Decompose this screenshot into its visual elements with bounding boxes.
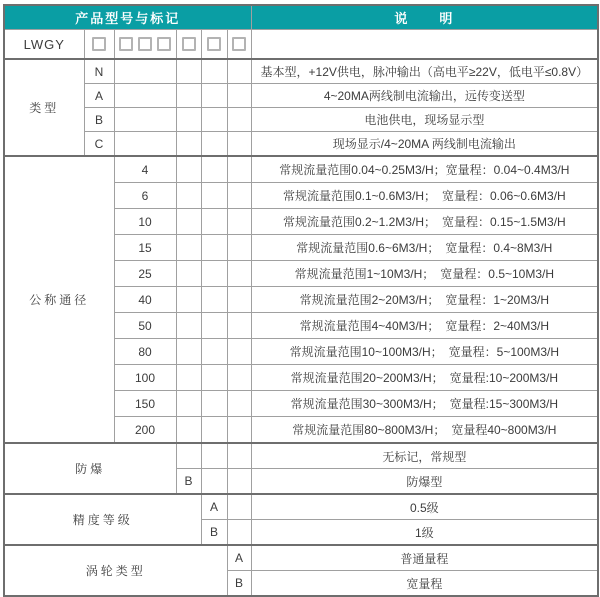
accuracy-desc-cell: 0.5级 <box>251 494 598 520</box>
explosionproof-desc-cell: 无标记，常规型 <box>251 443 598 469</box>
empty-cell <box>201 339 227 365</box>
empty-cell <box>227 59 251 84</box>
placeholder-box-icon <box>182 37 196 51</box>
turbine-section-label: 涡轮类型 <box>4 545 227 596</box>
empty-cell <box>227 261 251 287</box>
empty-cell <box>176 183 201 209</box>
explosionproof-row <box>4 443 598 469</box>
diameter-desc-cell: 常规流量范围10~100M3/H； 宽量程：5~100M3/H <box>251 339 598 365</box>
header-description-column: 说 明 <box>251 5 598 30</box>
diameter-code-cell: 200 <box>114 417 176 444</box>
empty-cell <box>114 59 176 84</box>
model-desc-cell <box>251 30 598 60</box>
empty-cell <box>201 84 227 108</box>
empty-cell <box>201 365 227 391</box>
empty-cell <box>201 209 227 235</box>
empty-cell <box>201 132 227 157</box>
turbine-row <box>4 545 598 571</box>
empty-cell <box>176 156 201 183</box>
empty-cell <box>201 235 227 261</box>
empty-cell <box>227 209 251 235</box>
empty-cell <box>227 494 251 520</box>
diameter-desc-cell: 常规流量范围0.2~1.2M3/H； 宽量程：0.15~1.5M3/H <box>251 209 598 235</box>
empty-cell <box>227 156 251 183</box>
explosionproof-section-label: 防爆 <box>4 443 176 494</box>
turbine-code-cell: B <box>227 571 251 597</box>
model-diameter-box-cell <box>114 30 176 60</box>
empty-cell <box>227 84 251 108</box>
empty-cell <box>176 108 201 132</box>
empty-cell <box>227 469 251 495</box>
empty-cell <box>227 417 251 444</box>
empty-cell <box>176 365 201 391</box>
empty-cell <box>176 59 201 84</box>
empty-cell <box>176 339 201 365</box>
table-header-row <box>4 5 598 30</box>
placeholder-box-icon <box>119 37 133 51</box>
explosionproof-code-cell <box>176 443 201 469</box>
header-model-column: 产品型号与标记 <box>4 5 251 30</box>
type-row <box>4 59 598 84</box>
diameter-desc-cell: 常规流量范围4~40M3/H； 宽量程：2~40M3/H <box>251 313 598 339</box>
empty-cell <box>201 156 227 183</box>
empty-cell <box>176 391 201 417</box>
diameter-code-cell: 4 <box>114 156 176 183</box>
empty-cell <box>227 132 251 157</box>
type-row <box>4 108 598 132</box>
accuracy-section-label: 精度等级 <box>4 494 201 545</box>
accuracy-desc-cell: 1级 <box>251 520 598 546</box>
diameter-code-cell: 100 <box>114 365 176 391</box>
accuracy-code-cell: B <box>201 520 227 546</box>
diameter-code-cell: 40 <box>114 287 176 313</box>
diameter-desc-cell: 常规流量范围30~300M3/H； 宽量程:15~300M3/H <box>251 391 598 417</box>
empty-cell <box>176 261 201 287</box>
empty-cell <box>176 417 201 444</box>
model-turbine-box-cell <box>227 30 251 60</box>
empty-cell <box>176 132 201 157</box>
empty-cell <box>201 313 227 339</box>
empty-cell <box>227 339 251 365</box>
diameter-code-cell: 15 <box>114 235 176 261</box>
type-desc-cell: 电池供电，现场显示型 <box>251 108 598 132</box>
empty-cell <box>227 287 251 313</box>
type-code-cell: B <box>84 108 114 132</box>
type-code-cell: C <box>84 132 114 157</box>
empty-cell <box>227 313 251 339</box>
diameter-code-cell: 25 <box>114 261 176 287</box>
placeholder-box-icon <box>207 37 221 51</box>
placeholder-box-icon <box>138 37 152 51</box>
empty-cell <box>201 469 227 495</box>
diameter-desc-cell: 常规流量范围1~10M3/H； 宽量程：0.5~10M3/H <box>251 261 598 287</box>
empty-cell <box>176 313 201 339</box>
empty-cell <box>227 365 251 391</box>
accuracy-row <box>4 494 598 520</box>
explosionproof-desc-cell: 防爆型 <box>251 469 598 495</box>
diameter-desc-cell: 常规流量范围2~20M3/H； 宽量程：1~20M3/H <box>251 287 598 313</box>
type-desc-cell: 4~20MA两线制电流输出，远传变送型 <box>251 84 598 108</box>
empty-cell <box>176 287 201 313</box>
empty-cell <box>176 235 201 261</box>
turbine-code-cell: A <box>227 545 251 571</box>
diameter-code-cell: 6 <box>114 183 176 209</box>
empty-cell <box>201 443 227 469</box>
empty-cell <box>114 108 176 132</box>
empty-cell <box>114 132 176 157</box>
turbine-desc-cell: 普通量程 <box>251 545 598 571</box>
type-desc-cell: 现场显示/4~20MA 两线制电流输出 <box>251 132 598 157</box>
diameter-desc-cell: 常规流量范围0.6~6M3/H； 宽量程：0.4~8M3/H <box>251 235 598 261</box>
empty-cell <box>176 209 201 235</box>
accuracy-code-cell: A <box>201 494 227 520</box>
type-row <box>4 132 598 157</box>
empty-cell <box>201 59 227 84</box>
product-spec-table <box>3 4 599 597</box>
type-code-cell: A <box>84 84 114 108</box>
diameter-code-cell: 10 <box>114 209 176 235</box>
empty-cell <box>201 108 227 132</box>
empty-cell <box>227 391 251 417</box>
empty-cell <box>227 520 251 546</box>
diameter-desc-cell: 常规流量范围0.1~0.6M3/H； 宽量程：0.06~0.6M3/H <box>251 183 598 209</box>
diameter-desc-cell: 常规流量范围20~200M3/H； 宽量程:10~200M3/H <box>251 365 598 391</box>
diameter-row <box>4 156 598 183</box>
empty-cell <box>201 183 227 209</box>
type-section-label: 类型 <box>4 59 84 156</box>
type-code-cell: N <box>84 59 114 84</box>
empty-cell <box>201 261 227 287</box>
diameter-desc-cell: 常规流量范围80~800M3/H； 宽量程40~800M3/H <box>251 417 598 444</box>
placeholder-box-icon <box>232 37 246 51</box>
empty-cell <box>227 108 251 132</box>
diameter-code-cell: 50 <box>114 313 176 339</box>
explosionproof-code-cell: B <box>176 469 201 495</box>
diameter-code-cell: 80 <box>114 339 176 365</box>
model-type-box-cell <box>84 30 114 60</box>
placeholder-box-icon <box>157 37 171 51</box>
placeholder-box-icon <box>92 37 106 51</box>
diameter-section-label: 公称通径 <box>4 156 114 443</box>
empty-cell <box>201 391 227 417</box>
type-row <box>4 84 598 108</box>
diameter-desc-cell: 常规流量范围0.04~0.25M3/H；宽量程：0.04~0.4M3/H <box>251 156 598 183</box>
empty-cell <box>201 287 227 313</box>
empty-cell <box>176 84 201 108</box>
empty-cell <box>227 235 251 261</box>
turbine-desc-cell: 宽量程 <box>251 571 598 597</box>
empty-cell <box>227 183 251 209</box>
model-code-row <box>4 30 598 60</box>
type-desc-cell: 基本型，+12V供电，脉冲输出（高电平≥22V，低电平≤0.8V） <box>251 59 598 84</box>
empty-cell <box>201 417 227 444</box>
model-explosion-box-cell <box>176 30 201 60</box>
empty-cell <box>227 443 251 469</box>
model-accuracy-box-cell <box>201 30 227 60</box>
model-name-cell: LWGY <box>4 30 84 60</box>
diameter-code-cell: 150 <box>114 391 176 417</box>
empty-cell <box>114 84 176 108</box>
